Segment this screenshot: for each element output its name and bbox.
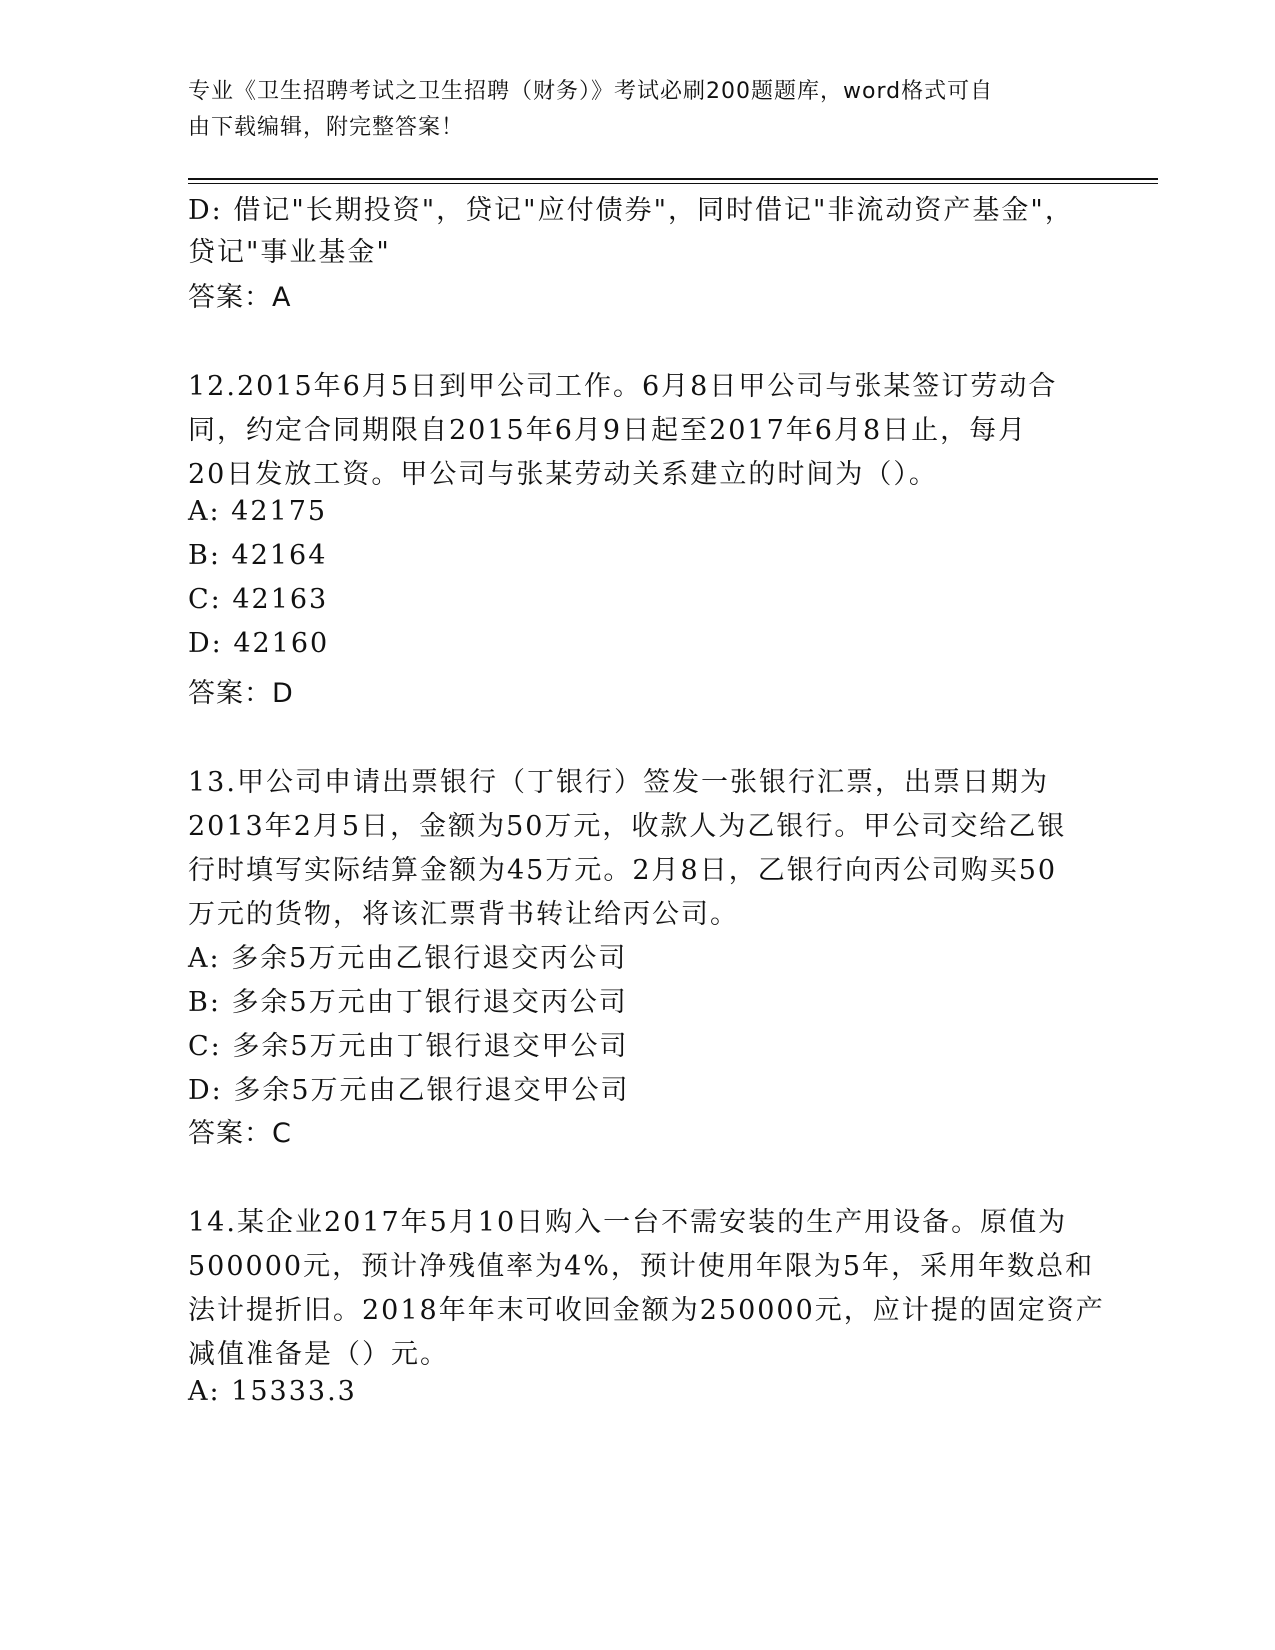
q12-option-d: D: 42160 (188, 628, 330, 659)
q12-stem-line-1: 12.2015年6月5日到甲公司工作。6月8日甲公司与张某签订劳动合 (188, 371, 1058, 402)
q13-stem-line-1: 13.甲公司申请出票银行（丁银行）签发一张银行汇票，出票日期为 (188, 767, 1049, 798)
header-divider-thin (188, 183, 1158, 184)
q14-stem-line-4: 减值准备是（）元。 (188, 1339, 449, 1370)
q11-option-d-line-2: 贷记"事业基金" (188, 237, 391, 268)
q12-answer: 答案：D (188, 678, 294, 709)
q13-option-b: B: 多余5万元由丁银行退交丙公司 (188, 987, 628, 1018)
q13-answer: 答案：C (188, 1118, 292, 1149)
header-title-line-1: 专业《卫生招聘考试之卫生招聘（财务）》考试必刷200题题库，word格式可自 (188, 79, 994, 104)
q12-option-a: A: 42175 (188, 496, 328, 527)
q12-stem-line-2: 同，约定合同期限自2015年6月9日起至2017年6月8日止，每月 (188, 415, 1028, 446)
q12-stem-line-3: 20日发放工资。甲公司与张某劳动关系建立的时间为（）。 (188, 459, 938, 490)
q13-option-c: C: 多余5万元由丁银行退交甲公司 (188, 1031, 629, 1062)
q12-option-b: B: 42164 (188, 540, 328, 571)
q14-stem-line-1: 14.某企业2017年5月10日购入一台不需安装的生产用设备。原值为 (188, 1207, 1068, 1238)
q13-option-d: D: 多余5万元由乙银行退交甲公司 (188, 1075, 630, 1106)
q14-stem-line-2: 500000元，预计净残值率为4%，预计使用年限为5年，采用年数总和 (188, 1251, 1095, 1282)
q13-stem-line-2: 2013年2月5日，金额为50万元，收款人为乙银行。甲公司交给乙银 (188, 811, 1067, 842)
q11-answer: 答案：A (188, 282, 292, 313)
header-divider-thick (188, 178, 1158, 180)
q12-option-c: C: 42163 (188, 584, 329, 615)
q14-option-a: A: 15333.3 (188, 1376, 357, 1407)
document-header (188, 74, 1068, 146)
header-title-line-2: 由下载编辑，附完整答案！ (188, 115, 465, 140)
q13-option-a: A: 多余5万元由乙银行退交丙公司 (188, 943, 628, 974)
q14-stem-line-3: 法计提折旧。2018年年末可收回金额为250000元，应计提的固定资产 (188, 1295, 1105, 1326)
q13-stem-line-3: 行时填写实际结算金额为45万元。2月8日，乙银行向丙公司购买50 (188, 855, 1058, 886)
q13-stem-line-4: 万元的货物，将该汇票背书转让给丙公司。 (188, 899, 739, 930)
q11-option-d-line-1: D: 借记"长期投资"，贷记"应付债券"，同时借记"非流动资产基金"， (188, 195, 1074, 226)
